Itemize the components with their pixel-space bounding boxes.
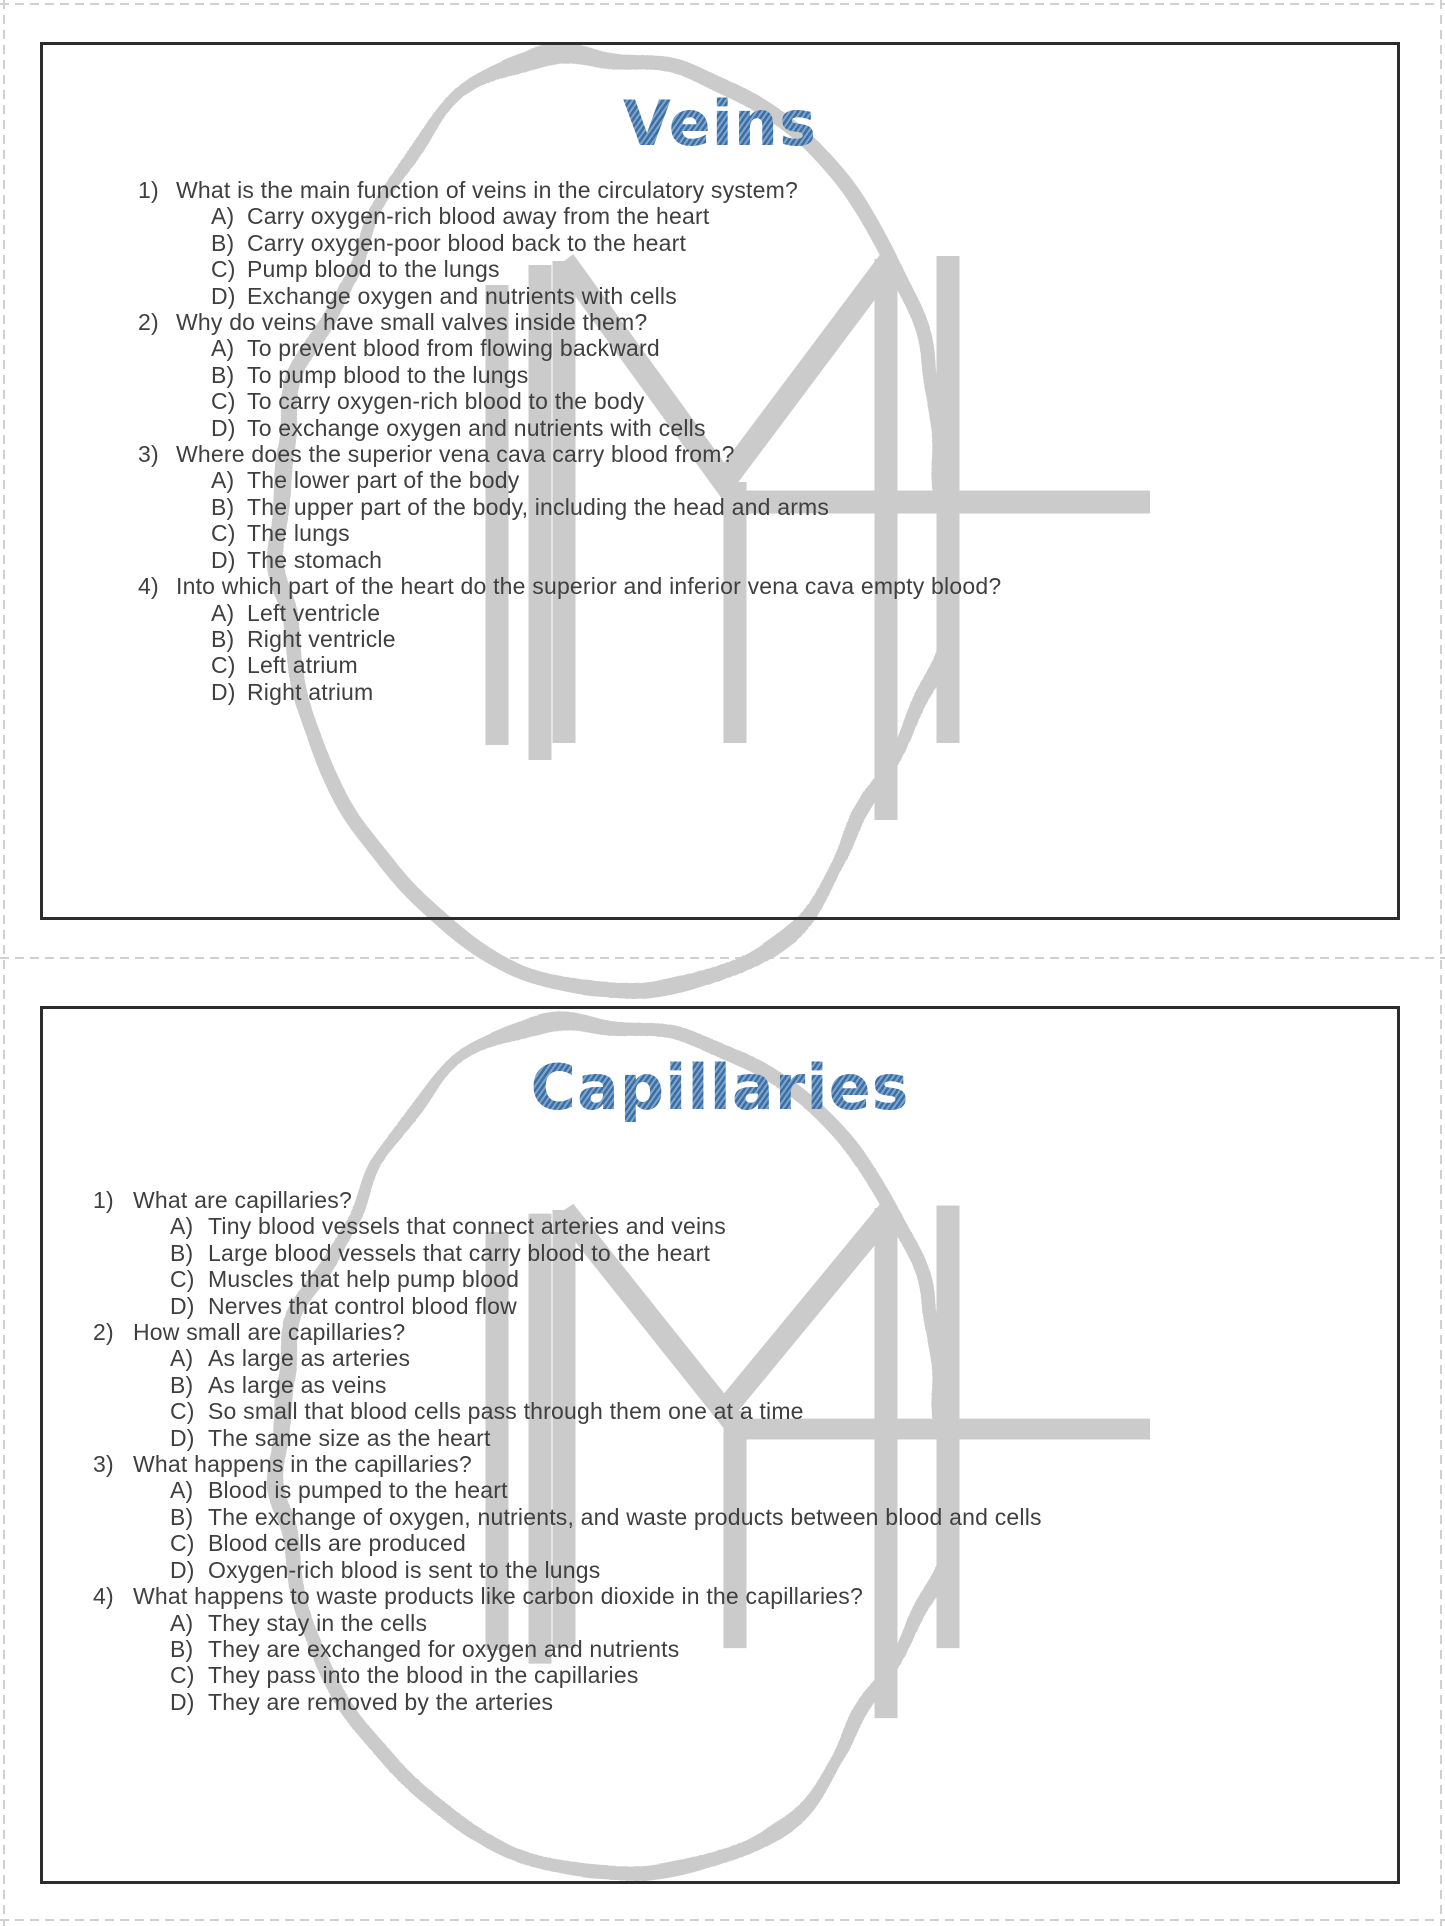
option-letter: C) — [170, 1662, 195, 1689]
option-text: Left ventricle — [247, 599, 381, 626]
option-text: Right atrium — [247, 678, 374, 705]
option-letter: A) — [211, 467, 235, 494]
option-text: They are exchanged for oxygen and nutrients — [208, 1635, 680, 1662]
question-list — [43, 1187, 1397, 1715]
option-text: They stay in the cells — [208, 1609, 428, 1636]
question-row — [43, 573, 1397, 599]
option-text: The same size as the heart — [208, 1424, 491, 1451]
option-text: The lower part of the body — [247, 467, 520, 494]
option-text: Carry oxygen-poor blood back to the heart — [247, 229, 687, 256]
question-text: How small are capillaries? — [133, 1319, 406, 1346]
question-number: 1) — [138, 177, 159, 203]
question-row — [43, 1583, 1397, 1609]
option-row — [43, 626, 1397, 652]
option-letter: D) — [211, 546, 236, 573]
option-row — [43, 256, 1397, 282]
option-row — [43, 230, 1397, 256]
option-row — [43, 1504, 1397, 1530]
option-letter: C) — [211, 256, 236, 283]
option-text: Oxygen-rich blood is sent to the lungs — [208, 1556, 601, 1583]
option-text: Nerves that control blood flow — [208, 1292, 517, 1319]
question-text: Into which part of the heart do the superior and inferior vena cava empty blood? — [176, 573, 1002, 600]
option-row — [43, 1425, 1397, 1451]
option-row — [43, 388, 1397, 414]
cut-line-bottom — [0, 1919, 1445, 1921]
option-letter: B) — [170, 1503, 194, 1530]
option-row — [43, 1662, 1397, 1688]
option-text: Muscles that help pump blood — [208, 1266, 520, 1293]
option-letter: A) — [170, 1213, 194, 1240]
option-letter: B) — [211, 493, 235, 520]
option-letter: C) — [170, 1266, 195, 1293]
question-row — [43, 441, 1397, 467]
question-number: 3) — [138, 441, 159, 468]
option-letter: D) — [170, 1292, 195, 1319]
option-letter: D) — [211, 414, 236, 441]
option-text: Exchange oxygen and nutrients with cells — [247, 282, 677, 309]
option-row — [43, 1398, 1397, 1424]
question-number: 2) — [138, 309, 159, 336]
option-text: The lungs — [247, 520, 350, 547]
question-text: What are capillaries? — [133, 1187, 352, 1213]
option-row — [43, 1557, 1397, 1583]
option-row — [43, 1610, 1397, 1636]
option-text: As large as arteries — [208, 1345, 411, 1372]
cut-line-middle — [0, 957, 1445, 959]
question-row — [43, 177, 1397, 203]
option-letter: B) — [170, 1371, 194, 1398]
option-row — [43, 1213, 1397, 1239]
option-row — [43, 1345, 1397, 1371]
option-row — [43, 1266, 1397, 1292]
option-letter: D) — [170, 1556, 195, 1583]
option-text: To pump blood to the lungs — [247, 361, 529, 388]
option-text: To prevent blood from flowing backward — [247, 335, 660, 362]
option-text: Blood cells are produced — [208, 1530, 466, 1557]
question-list — [43, 177, 1397, 705]
option-text: The upper part of the body, including the head and arms — [247, 493, 830, 520]
option-row — [43, 1240, 1397, 1266]
option-letter: A) — [211, 335, 235, 362]
option-letter: B) — [170, 1635, 194, 1662]
question-card-capillaries — [40, 1006, 1400, 1884]
option-text: Large blood vessels that carry blood to the heart — [208, 1239, 711, 1266]
option-row — [43, 494, 1397, 520]
option-row — [43, 1689, 1397, 1715]
option-letter: D) — [170, 1424, 195, 1451]
option-letter: B) — [211, 229, 235, 256]
option-row — [43, 467, 1397, 493]
option-row — [43, 520, 1397, 546]
option-row — [43, 547, 1397, 573]
option-row — [43, 1293, 1397, 1319]
question-text: What happens in the capillaries? — [133, 1451, 472, 1478]
option-text: They pass into the blood in the capillaries — [208, 1662, 639, 1689]
option-letter: A) — [170, 1477, 194, 1504]
question-number: 1) — [93, 1187, 114, 1213]
question-row — [43, 309, 1397, 335]
option-letter: B) — [211, 625, 235, 652]
option-letter: B) — [170, 1239, 194, 1266]
option-row — [43, 652, 1397, 678]
cut-line-left — [3, 0, 5, 1926]
option-letter: A) — [170, 1609, 194, 1636]
option-letter: C) — [170, 1530, 195, 1557]
option-row — [43, 679, 1397, 705]
cut-line-right — [1440, 0, 1442, 1926]
option-text: Carry oxygen-rich blood away from the heart — [247, 203, 710, 230]
option-text: Right ventricle — [247, 625, 396, 652]
question-number: 4) — [138, 573, 159, 600]
option-row — [43, 600, 1397, 626]
option-text: The stomach — [247, 546, 383, 573]
option-letter: C) — [170, 1398, 195, 1425]
option-text: The exchange of oxygen, nutrients, and waste products between blood and cells — [208, 1503, 1042, 1530]
option-letter: B) — [211, 361, 235, 388]
option-row — [43, 1477, 1397, 1503]
option-row — [43, 1372, 1397, 1398]
card-title: Capillaries — [43, 1053, 1397, 1123]
option-letter: A) — [170, 1345, 194, 1372]
option-text: So small that blood cells pass through them one at a time — [208, 1398, 804, 1425]
question-row — [43, 1319, 1397, 1345]
option-row — [43, 283, 1397, 309]
card-title: Veins — [43, 89, 1397, 159]
option-text: As large as veins — [208, 1371, 387, 1398]
option-text: Left atrium — [247, 652, 358, 679]
question-text: What is the main function of veins in the circulatory system? — [176, 177, 798, 203]
option-row — [43, 1530, 1397, 1556]
option-text: They are removed by the arteries — [208, 1688, 554, 1715]
question-row — [43, 1451, 1397, 1477]
question-number: 4) — [93, 1583, 114, 1610]
option-row — [43, 362, 1397, 388]
question-text: Why do veins have small valves inside them? — [176, 309, 648, 336]
option-text: To exchange oxygen and nutrients with cells — [247, 414, 706, 441]
option-row — [43, 203, 1397, 229]
question-number: 3) — [93, 1451, 114, 1478]
option-letter: D) — [211, 282, 236, 309]
option-row — [43, 415, 1397, 441]
option-letter: D) — [211, 678, 236, 705]
option-row — [43, 1636, 1397, 1662]
option-letter: A) — [211, 203, 235, 230]
question-row — [43, 1187, 1397, 1213]
option-text: Pump blood to the lungs — [247, 256, 500, 283]
option-letter: C) — [211, 652, 236, 679]
question-number: 2) — [93, 1319, 114, 1346]
option-letter: D) — [170, 1688, 195, 1715]
question-text: Where does the superior vena cava carry blood from? — [176, 441, 735, 468]
option-letter: A) — [211, 599, 235, 626]
question-card-veins — [40, 42, 1400, 920]
option-text: To carry oxygen-rich blood to the body — [247, 388, 645, 415]
option-letter: C) — [211, 520, 236, 547]
question-text: What happens to waste products like carbon dioxide in the capillaries? — [133, 1583, 863, 1610]
option-text: Tiny blood vessels that connect arteries and veins — [208, 1213, 726, 1240]
option-letter: C) — [211, 388, 236, 415]
option-row — [43, 335, 1397, 361]
cut-line-top — [0, 3, 1445, 5]
option-text: Blood is pumped to the heart — [208, 1477, 508, 1504]
